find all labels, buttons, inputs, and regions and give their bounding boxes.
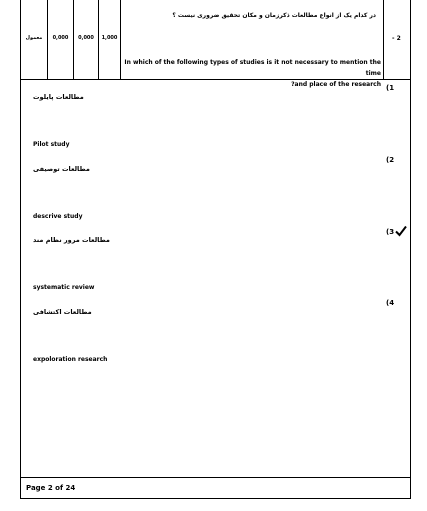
option-4-number[interactable]: (4 xyxy=(386,299,395,307)
question-text-persian: در کدام یک از انواع مطالعات ذکرزمان و مکان تحقیق ضروری نیست ؟ xyxy=(172,12,376,19)
question-number: - 2 xyxy=(392,35,401,42)
checkmark-icon xyxy=(395,225,407,237)
col-divider-5 xyxy=(383,0,384,79)
cell-value-c: 1,000 xyxy=(101,35,118,41)
option-2-persian[interactable]: مطالعات توصیفی xyxy=(33,165,90,173)
option-4-persian[interactable]: مطالعات اکتشافی xyxy=(33,308,92,316)
page-footer xyxy=(20,478,411,499)
option-1-english[interactable]: Pilot study xyxy=(33,141,70,148)
cell-status: معمول xyxy=(25,35,43,41)
question-text-english xyxy=(120,57,381,90)
option-2-english[interactable]: descrive study xyxy=(33,213,83,220)
cell-value-a: 0,000 xyxy=(52,35,69,41)
option-1-persian[interactable]: مطالعات پایلوت xyxy=(33,93,84,101)
page-number: Page 2 of 24 xyxy=(26,484,76,492)
option-1-number[interactable]: (1 xyxy=(386,84,395,92)
option-3-number[interactable]: (3 xyxy=(386,228,395,236)
option-4-english[interactable]: expoloration research xyxy=(33,356,108,363)
option-3-persian[interactable]: مطالعات مرور نظام مند xyxy=(33,236,110,244)
question-text-english-line2: ?and place of the research xyxy=(291,81,381,88)
cell-value-b: 0,000 xyxy=(78,35,94,41)
question-text-english-line1: In which of the following types of studies is it not necessary to mention the time xyxy=(124,59,381,77)
option-3-english[interactable]: systematic review xyxy=(33,284,95,291)
option-2-number[interactable]: (2 xyxy=(386,156,395,164)
